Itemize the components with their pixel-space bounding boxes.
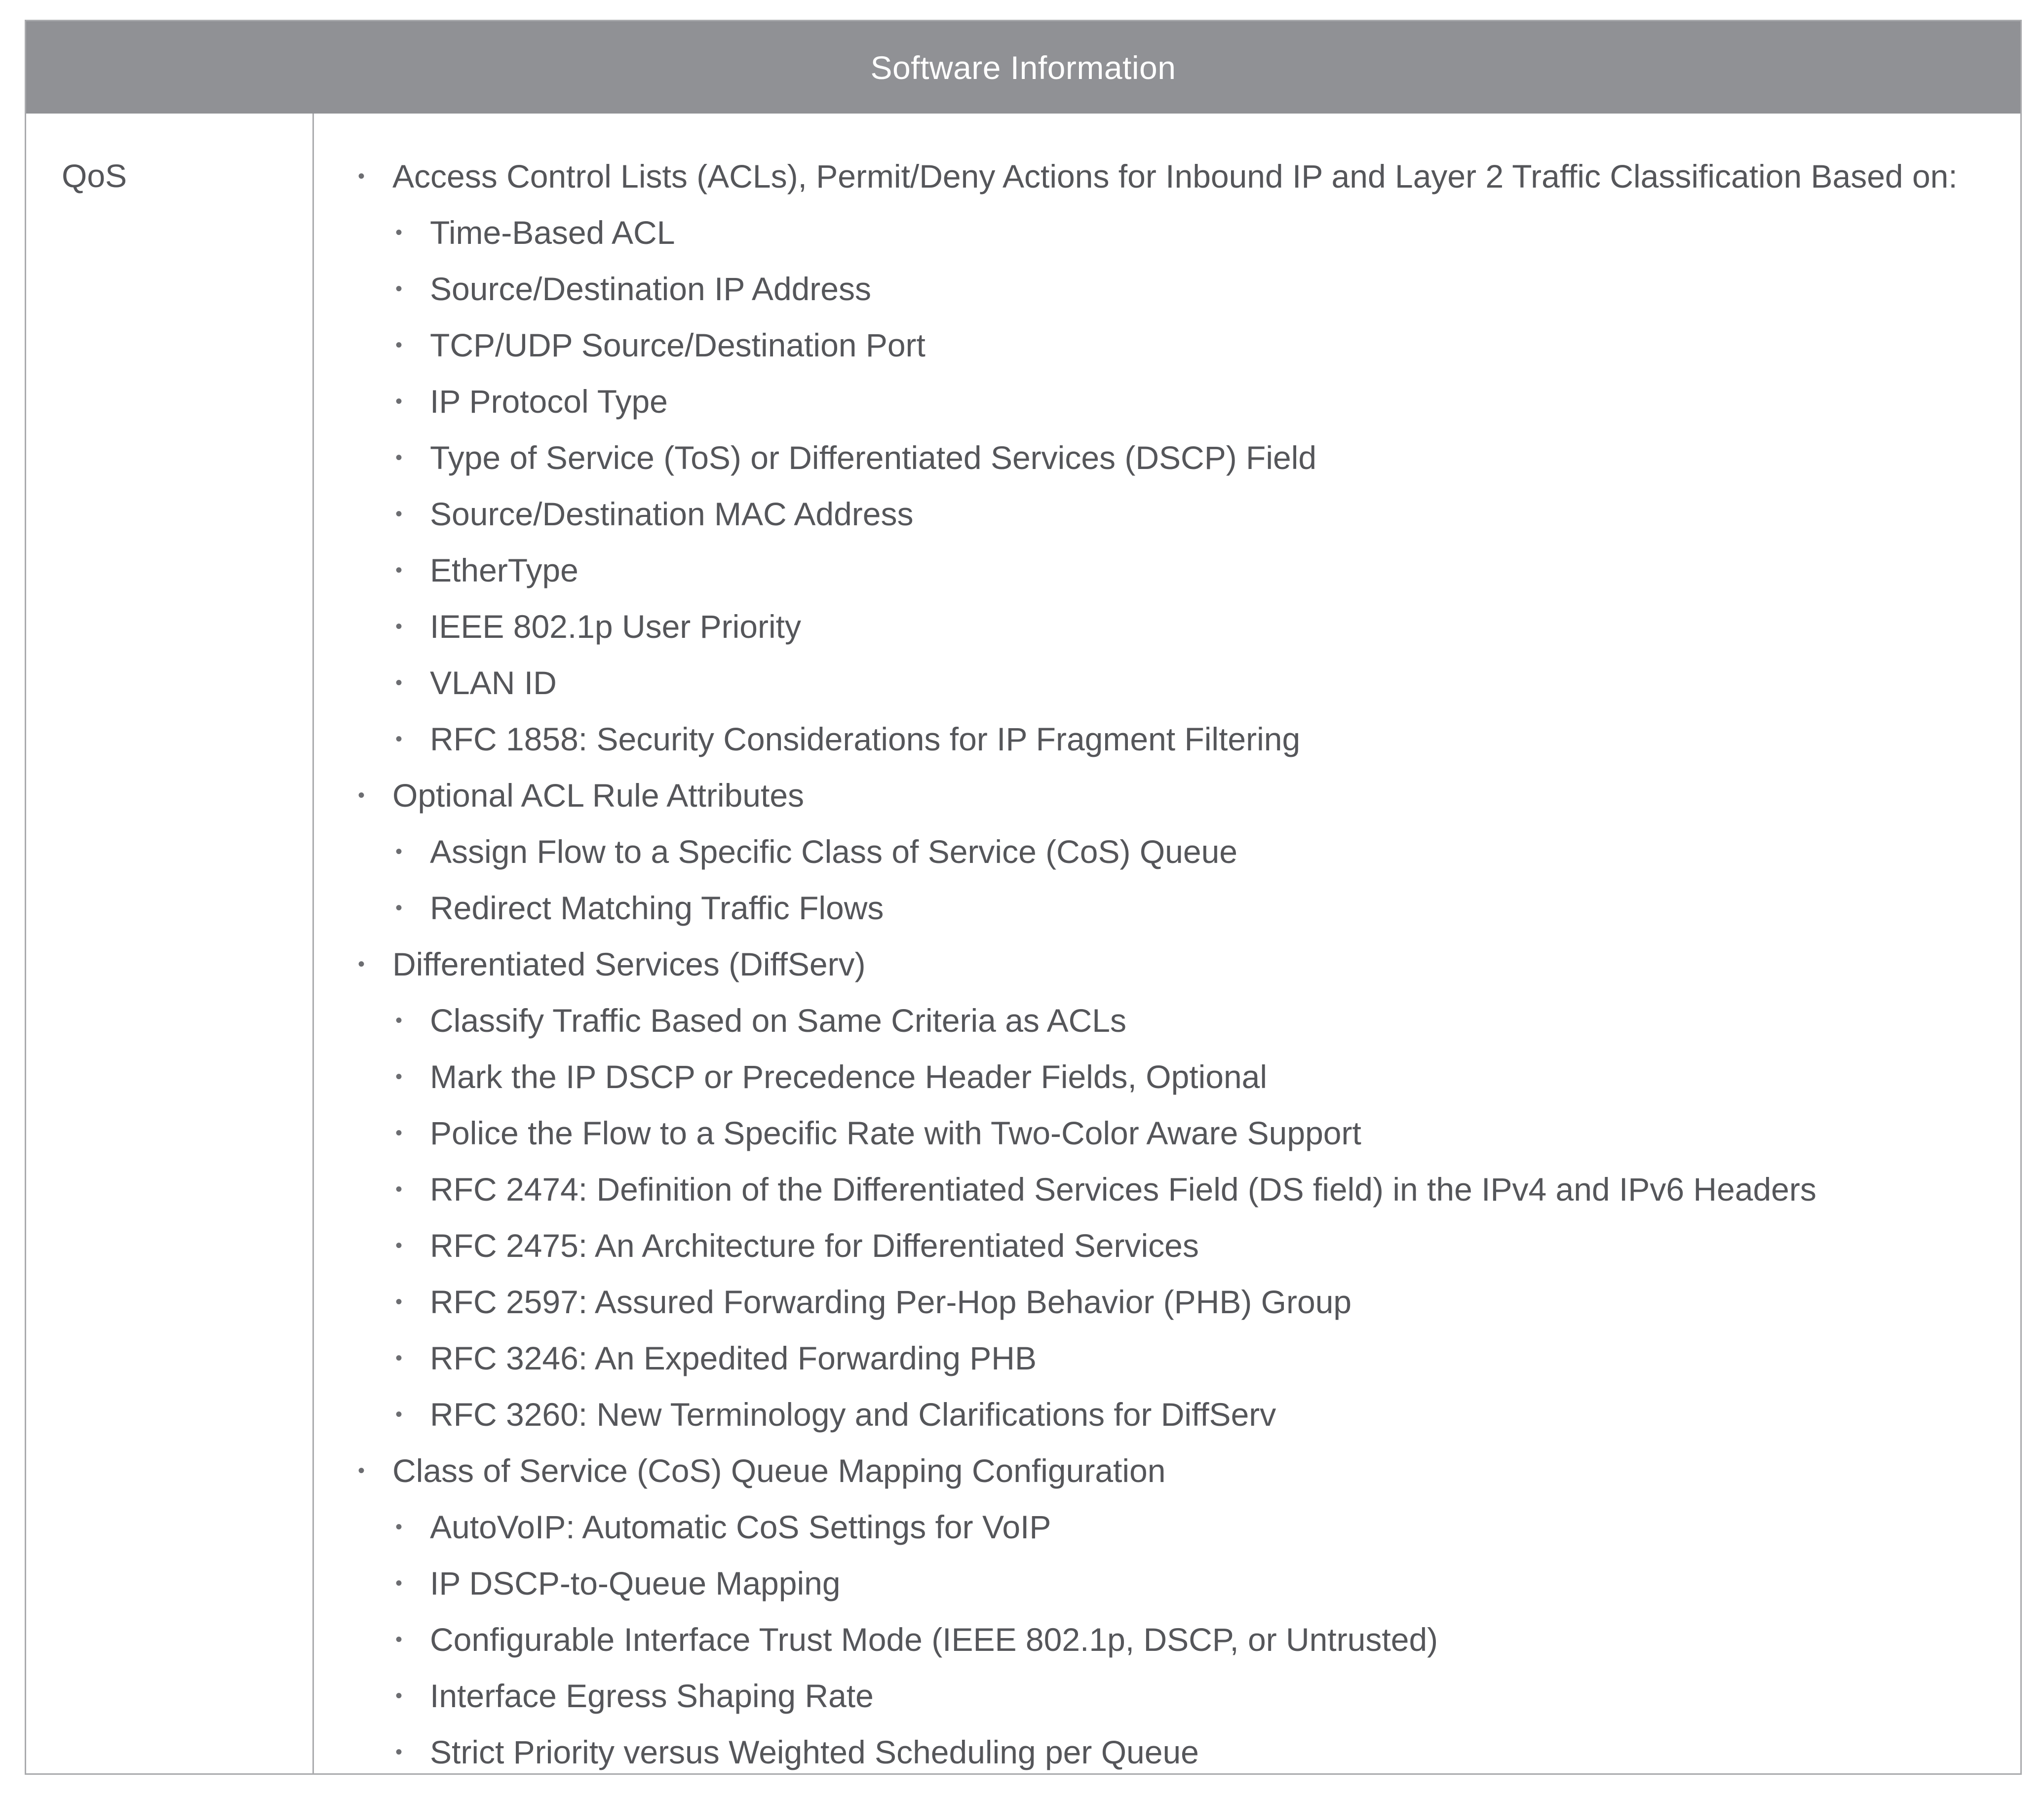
bullet-icon: •: [395, 1291, 403, 1313]
feature-list-item: [353, 776, 2001, 832]
feature-text: Interface Egress Shaping Rate: [430, 1678, 874, 1714]
feature-sub-item: [353, 1733, 2001, 1789]
bullet-icon: •: [395, 1066, 403, 1088]
bullet-icon: •: [395, 391, 403, 412]
feature-sub-item: [353, 664, 2001, 720]
feature-sub-item: [353, 270, 2001, 326]
feature-text: Access Control Lists (ACLs), Permit/Deny Actions for Inbound IP and Layer 2 Traffic Classification Based on:: [392, 158, 1958, 195]
bullet-icon: •: [395, 1685, 403, 1707]
feature-text: RFC 3260: New Terminology and Clarifications for DiffServ: [430, 1396, 1276, 1433]
bullet-icon: •: [395, 447, 403, 469]
feature-list-item: [353, 157, 2001, 213]
software-information-table: [25, 20, 2022, 1775]
feature-text: RFC 2474: Definition of the Differentiated Services Field (DS field) in the IPv4 and IPv6 Headers: [430, 1171, 1816, 1208]
feature-text: IEEE 802.1p User Priority: [430, 608, 801, 645]
feature-text: Source/Destination IP Address: [430, 271, 871, 307]
feature-text: RFC 1858: Security Considerations for IP Fragment Filtering: [430, 721, 1301, 757]
feature-sub-item: [353, 326, 2001, 382]
bullet-icon: •: [395, 672, 403, 694]
feature-text: VLAN ID: [430, 664, 557, 701]
bullet-icon: •: [395, 1347, 403, 1369]
bullet-icon: •: [395, 1010, 403, 1031]
table-title: Software Information: [870, 49, 1176, 86]
feature-text: Assign Flow to a Specific Class of Service (CoS) Queue: [430, 833, 1237, 870]
feature-sub-item: [353, 1170, 2001, 1226]
feature-text: Police the Flow to a Specific Rate with Two-Color Aware Support: [430, 1115, 1361, 1151]
feature-sub-item: [353, 1339, 2001, 1395]
feature-sub-item: [353, 832, 2001, 889]
feature-text: Differentiated Services (DiffServ): [392, 946, 866, 982]
bullet-icon: •: [395, 841, 403, 862]
table-row-qos: [26, 114, 2020, 1773]
bullet-icon: •: [395, 222, 403, 243]
feature-text: Optional ACL Rule Attributes: [392, 777, 805, 814]
feature-sub-item: [353, 720, 2001, 776]
bullet-icon: •: [395, 334, 403, 356]
row-label: QoS: [62, 157, 127, 194]
feature-text: IP Protocol Type: [430, 383, 668, 420]
feature-text: Configurable Interface Trust Mode (IEEE 802.1p, DSCP, or Untrusted): [430, 1621, 1438, 1658]
feature-sub-item: [353, 213, 2001, 270]
bullet-icon: •: [395, 1516, 403, 1538]
column-divider: [312, 114, 314, 1773]
feature-list: [353, 157, 2001, 1789]
bullet-icon: •: [395, 728, 403, 750]
bullet-icon: •: [358, 784, 365, 806]
feature-sub-item: [353, 1226, 2001, 1283]
feature-text: RFC 2475: An Architecture for Differentiated Services: [430, 1227, 1199, 1264]
bullet-icon: •: [358, 953, 365, 975]
feature-sub-item: [353, 551, 2001, 607]
feature-text: Redirect Matching Traffic Flows: [430, 890, 884, 926]
bullet-icon: •: [395, 1235, 403, 1256]
feature-text: Time-Based ACL: [430, 214, 675, 251]
feature-sub-item: [353, 1395, 2001, 1451]
feature-text: Source/Destination MAC Address: [430, 496, 914, 532]
feature-sub-item: [353, 438, 2001, 495]
feature-list-item: [353, 1451, 2001, 1508]
bullet-icon: •: [358, 1460, 365, 1482]
feature-sub-item: [353, 1677, 2001, 1733]
table-header: [26, 21, 2020, 114]
feature-list-item: [353, 945, 2001, 1001]
feature-sub-item: [353, 1620, 2001, 1677]
feature-text: TCP/UDP Source/Destination Port: [430, 327, 926, 363]
feature-text: RFC 2597: Assured Forwarding Per-Hop Behavior (PHB) Group: [430, 1284, 1352, 1320]
feature-text: EtherType: [430, 552, 578, 588]
feature-text: Type of Service (ToS) or Differentiated Services (DSCP) Field: [430, 439, 1317, 476]
feature-sub-item: [353, 382, 2001, 438]
feature-sub-item: [353, 1283, 2001, 1339]
bullet-icon: •: [395, 503, 403, 525]
feature-text: Strict Priority versus Weighted Scheduling per Queue: [430, 1734, 1199, 1770]
bullet-icon: •: [395, 1404, 403, 1425]
feature-text: IP DSCP-to-Queue Mapping: [430, 1565, 841, 1602]
feature-sub-item: [353, 1114, 2001, 1170]
bullet-icon: •: [395, 1741, 403, 1763]
bullet-icon: •: [395, 1629, 403, 1650]
bullet-icon: •: [395, 559, 403, 581]
feature-text: Classify Traffic Based on Same Criteria as ACLs: [430, 1002, 1127, 1039]
feature-sub-item: [353, 1001, 2001, 1057]
feature-sub-item: [353, 1057, 2001, 1114]
feature-text: AutoVoIP: Automatic CoS Settings for VoIP: [430, 1509, 1051, 1545]
feature-text: Mark the IP DSCP or Precedence Header Fields, Optional: [430, 1058, 1268, 1095]
feature-sub-item: [353, 1564, 2001, 1620]
bullet-icon: •: [395, 1122, 403, 1144]
bullet-icon: •: [395, 897, 403, 919]
bullet-icon: •: [395, 1572, 403, 1594]
bullet-icon: •: [395, 616, 403, 637]
feature-text: Class of Service (CoS) Queue Mapping Configuration: [392, 1452, 1166, 1489]
feature-sub-item: [353, 495, 2001, 551]
feature-text: RFC 3246: An Expedited Forwarding PHB: [430, 1340, 1037, 1376]
bullet-icon: •: [395, 1178, 403, 1200]
feature-sub-item: [353, 889, 2001, 945]
feature-sub-item: [353, 1508, 2001, 1564]
bullet-icon: •: [358, 165, 365, 187]
bullet-icon: •: [395, 278, 403, 300]
feature-sub-item: [353, 607, 2001, 664]
